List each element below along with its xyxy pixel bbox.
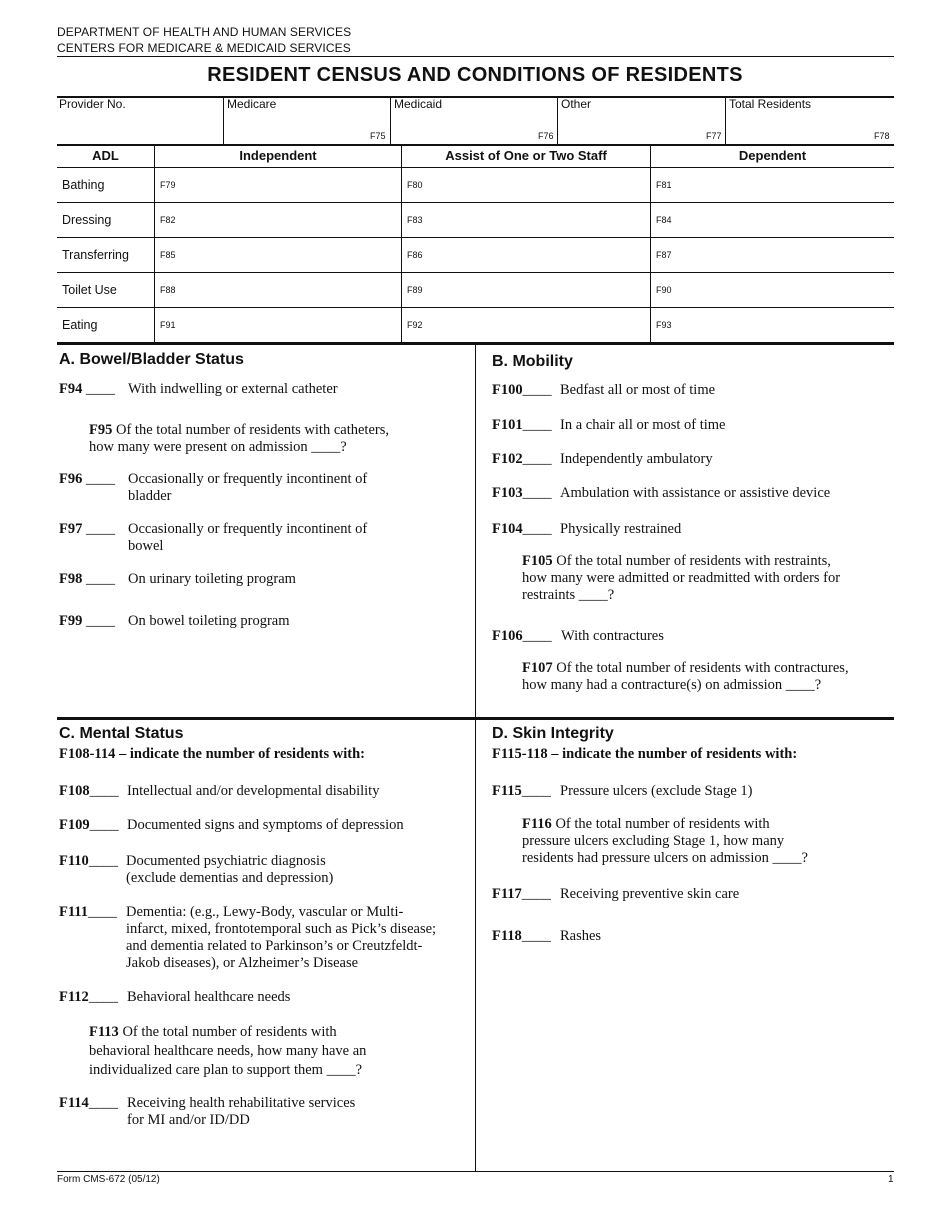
item-f94-text: With indwelling or external catheter — [128, 381, 338, 397]
item-f95: F95 Of the total number of residents with catheters, how many were present on admission ____? — [89, 422, 389, 455]
bathing-independent-field[interactable] — [180, 170, 398, 200]
page-title: RESIDENT CENSUS AND CONDITIONS OF RESIDENTS — [207, 64, 743, 86]
item-f104-text: Physically restrained — [560, 521, 682, 537]
total-residents-label: Total Residents — [729, 97, 812, 111]
toilet-use-independent-field[interactable] — [180, 275, 398, 305]
item-f110: F110____ — [59, 853, 118, 869]
item-f96: F96 ____ — [59, 471, 115, 487]
adl-code: F89 — [407, 285, 423, 295]
transferring-independent-field[interactable] — [180, 240, 398, 270]
medicaid-label: Medicaid — [394, 97, 443, 111]
item-f101: F101____ — [492, 417, 552, 433]
item-f112: F112____ — [59, 989, 118, 1005]
item-f102: F102____ — [492, 451, 552, 467]
item-f109: F109____ — [59, 817, 119, 833]
provider-no-label: Provider No. — [59, 97, 126, 111]
other-label: Other — [561, 97, 592, 111]
item-f99: F99 ____ — [59, 613, 115, 629]
medicare-code: F75 — [370, 131, 386, 141]
agency-line-1: DEPARTMENT OF HEALTH AND HUMAN SERVICES — [57, 25, 352, 39]
item-f97: F97 ____ — [59, 521, 115, 537]
adl-code: F84 — [656, 215, 672, 225]
adl-code: F83 — [407, 215, 423, 225]
answer-blank[interactable]: ____ — [89, 817, 119, 833]
answer-blank[interactable]: ____ — [522, 451, 552, 467]
section-c-title: C. Mental Status — [59, 725, 184, 742]
answer-blank[interactable]: ____ — [522, 417, 552, 433]
answer-blank[interactable]: ____ — [88, 853, 118, 869]
item-f100: F100____ — [492, 382, 552, 398]
answer-blank[interactable]: ____ — [522, 382, 552, 398]
adl-code: F81 — [656, 180, 672, 190]
transferring-dependent-field[interactable] — [676, 240, 892, 270]
adl-header-assist: Assist of One or Two Staff — [445, 148, 607, 163]
answer-blank[interactable]: ____ — [85, 471, 115, 487]
adl-code: F90 — [656, 285, 672, 295]
item-f103: F103____ — [492, 485, 552, 501]
answer-blank[interactable]: ____ — [85, 613, 115, 629]
section-d-subhead: F115-118 – indicate the number of residents with: — [492, 746, 798, 762]
form-number: Form CMS-672 (05/12) — [57, 1174, 160, 1185]
section-d-title: D. Skin Integrity — [492, 725, 614, 742]
item-f108-text: Intellectual and/or developmental disability — [127, 783, 380, 799]
dressing-dependent-field[interactable] — [676, 205, 892, 235]
provider-no-field[interactable] — [58, 112, 222, 142]
item-f106: F106____ — [492, 628, 552, 644]
adl-code: F93 — [656, 320, 672, 330]
answer-blank[interactable]: ____ — [522, 521, 552, 537]
item-f114-text: Receiving health rehabilitative services for MI and/or ID/DD — [127, 1095, 356, 1128]
adl-code: F88 — [160, 285, 176, 295]
answer-blank[interactable]: ____ — [521, 886, 551, 902]
section-divider — [57, 717, 894, 720]
answer-blank[interactable]: ____ — [521, 928, 551, 944]
toilet-use-dependent-field[interactable] — [676, 275, 892, 305]
item-f115-text: Pressure ulcers (exclude Stage 1) — [560, 783, 753, 799]
medicare-label: Medicare — [227, 97, 277, 111]
answer-blank[interactable]: ____ — [88, 989, 118, 1005]
item-f114: F114____ — [59, 1095, 118, 1111]
other-field[interactable] — [560, 112, 722, 142]
medicare-field[interactable] — [226, 112, 388, 142]
item-f107: F107 Of the total number of residents with contractures, how many had a contracture(s) on admission ____? — [522, 660, 849, 693]
dressing-assist-field[interactable] — [427, 205, 647, 235]
item-f94: F94 ____ — [59, 381, 115, 397]
answer-blank[interactable]: ____ — [521, 783, 551, 799]
answer-blank[interactable]: ____ — [88, 1095, 118, 1111]
answer-blank[interactable]: ____ — [85, 381, 115, 397]
adl-code: F86 — [407, 250, 423, 260]
section-c-subhead: F108-114 – indicate the number of residents with: — [59, 746, 365, 762]
eating-dependent-field[interactable] — [676, 310, 892, 340]
adl-code: F87 — [656, 250, 672, 260]
adl-code: F79 — [160, 180, 176, 190]
adl-header-independent: Independent — [239, 148, 317, 163]
adl-row-eating: Eating — [62, 318, 98, 332]
adl-code: F85 — [160, 250, 176, 260]
eating-independent-field[interactable] — [180, 310, 398, 340]
adl-code: F91 — [160, 320, 176, 330]
item-f103-text: Ambulation with assistance or assistive device — [560, 485, 831, 501]
answer-blank[interactable]: ____ — [522, 485, 552, 501]
section-a-title: A. Bowel/Bladder Status — [59, 351, 244, 368]
column-divider — [475, 345, 476, 1172]
item-f108: F108____ — [59, 783, 119, 799]
item-f96-text: Occasionally or frequently incontinent of bladder — [128, 471, 368, 504]
adl-code: F80 — [407, 180, 423, 190]
item-f118-text: Rashes — [560, 928, 602, 944]
item-f111: F111____ — [59, 904, 118, 920]
item-f111-text: Dementia: (e.g., Lewy-Body, vascular or Multi- infarct, mixed, frontotemporal such as Pick’s disease; and dementia related to Parkinson’s or Creutzfeldt- Jakob diseases), or Alzheimer’s Disease — [126, 904, 437, 971]
item-f116: F116 Of the total number of residents with pressure ulcers excluding Stage 1, how many residents had pressure ulcers on admission ____? — [522, 816, 808, 866]
bathing-dependent-field[interactable] — [676, 170, 892, 200]
item-f110-text: Documented psychiatric diagnosis (exclude dementias and depression) — [126, 853, 334, 886]
item-f117: F117____ — [492, 886, 551, 902]
eating-assist-field[interactable] — [427, 310, 647, 340]
item-f98-text: On urinary toileting program — [128, 571, 296, 587]
item-f97-text: Occasionally or frequently incontinent of bowel — [128, 521, 368, 554]
footer-rule — [57, 1171, 894, 1172]
agency-line-2: CENTERS FOR MEDICARE & MEDICAID SERVICES — [57, 41, 351, 55]
adl-code: F92 — [407, 320, 423, 330]
adl-row-bathing: Bathing — [62, 178, 105, 192]
toilet-use-assist-field[interactable] — [427, 275, 647, 305]
page-number: 1 — [888, 1174, 894, 1185]
medicaid-field[interactable] — [393, 112, 555, 142]
answer-blank[interactable]: ____ — [88, 904, 118, 920]
other-code: F77 — [706, 131, 722, 141]
agency-header — [57, 24, 351, 56]
answer-blank[interactable]: ____ — [85, 571, 115, 587]
item-f100-text: Bedfast all or most of time — [560, 382, 716, 398]
item-f118: F118____ — [492, 928, 551, 944]
item-f104: F104____ — [492, 521, 552, 537]
item-f98: F98 ____ — [59, 571, 115, 587]
medicaid-code: F76 — [538, 131, 554, 141]
answer-blank[interactable]: ____ — [89, 783, 119, 799]
item-f99-text: On bowel toileting program — [128, 613, 290, 629]
dressing-independent-field[interactable] — [180, 205, 398, 235]
item-f112-text: Behavioral healthcare needs — [127, 989, 291, 1005]
adl-row-transferring: Transferring — [62, 248, 129, 262]
adl-row-toilet-use: Toilet Use — [62, 283, 117, 297]
total-residents-field[interactable] — [728, 112, 892, 142]
item-f105: F105 Of the total number of residents with restraints, how many were admitted or readmitted with orders for restraints ____? — [522, 553, 841, 603]
item-f113: F113 Of the total number of residents with behavioral healthcare needs, how many have an individualized care plan to support them ____? — [89, 1024, 367, 1078]
item-f109-text: Documented signs and symptoms of depression — [127, 817, 404, 833]
adl-code: F82 — [160, 215, 176, 225]
transferring-assist-field[interactable] — [427, 240, 647, 270]
total-residents-code: F78 — [874, 131, 890, 141]
item-f106-text: With contractures — [561, 628, 664, 644]
adl-header-dependent: Dependent — [738, 148, 807, 163]
adl-header-adl: ADL — [92, 148, 119, 163]
bathing-assist-field[interactable] — [427, 170, 647, 200]
header-rule — [57, 56, 894, 57]
item-f102-text: Independently ambulatory — [560, 451, 713, 467]
item-f115: F115____ — [492, 783, 551, 799]
answer-blank[interactable]: ____ — [85, 521, 115, 537]
item-f101-text: In a chair all or most of time — [560, 417, 726, 433]
adl-table-top-rule — [57, 144, 894, 146]
section-b-title: B. Mobility — [492, 353, 573, 370]
item-f117-text: Receiving preventive skin care — [560, 886, 740, 902]
adl-row-dressing: Dressing — [62, 213, 112, 227]
answer-blank[interactable]: ____ — [522, 628, 552, 644]
